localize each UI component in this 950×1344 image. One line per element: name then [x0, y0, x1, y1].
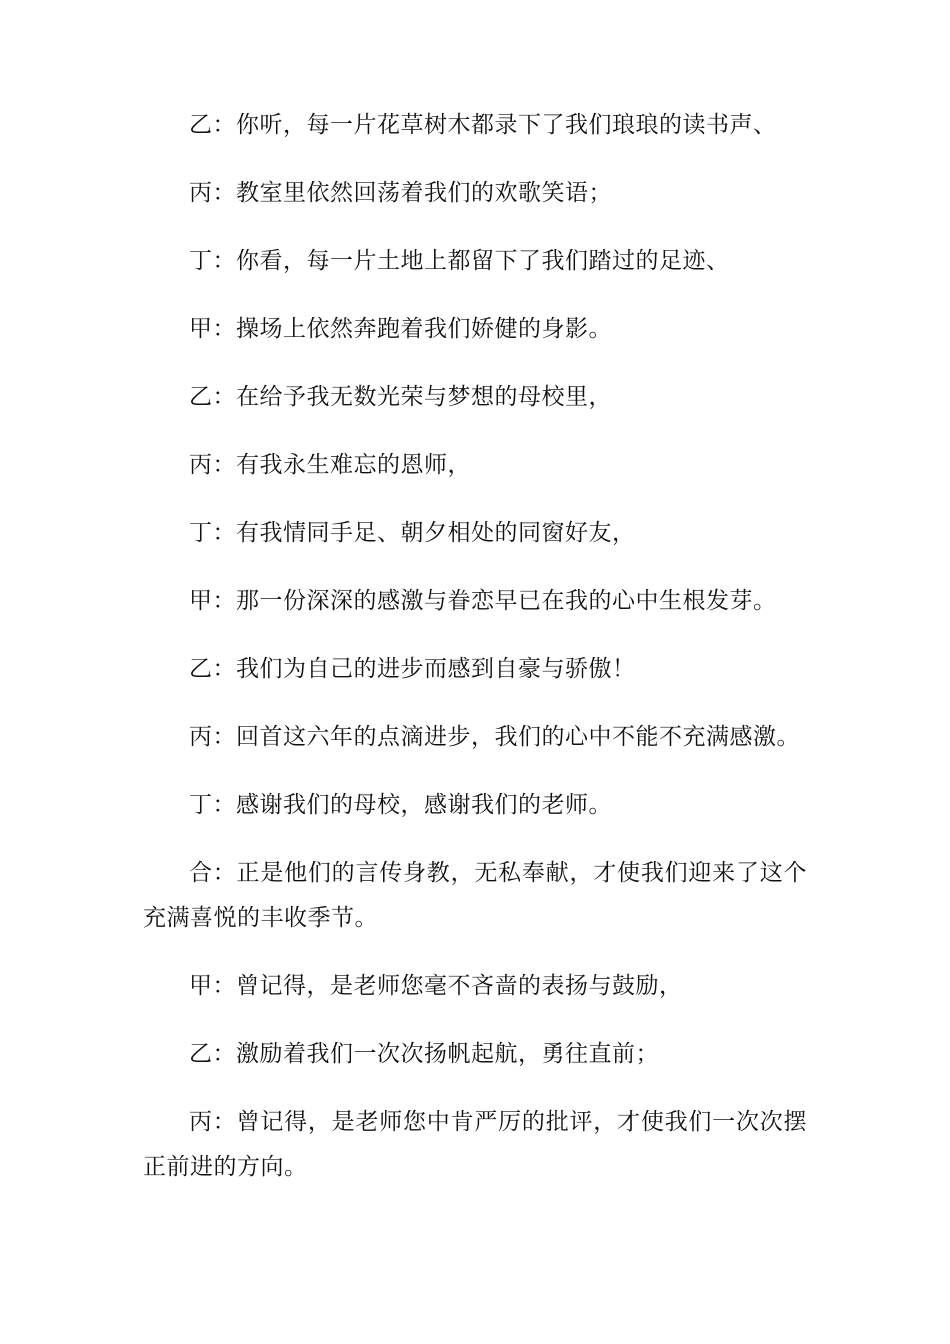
paragraph-8: 甲：那一份深深的感激与眷恋早已在我的心中生根发芽。 [189, 588, 777, 614]
paragraph-11: 丁：感谢我们的母校，感谢我们的老师。 [189, 792, 612, 818]
paragraph-14: 乙：激励着我们一次次扬帆起航，勇往直前； [189, 1041, 659, 1067]
paragraph-1: 乙：你听，每一片花草树木都录下了我们琅琅的读书声、 [189, 112, 777, 138]
paragraph-12: 合：正是他们的言传身教，无私奉献，才使我们迎来了这个充满喜悦的丰收季节。 [143, 860, 807, 931]
paragraph-2: 丙：教室里依然回荡着我们的欢歌笑语； [189, 180, 612, 206]
paragraph-3: 丁：你看，每一片土地上都留下了我们踏过的足迹、 [189, 248, 730, 274]
paragraph-6: 丙：有我永生难忘的恩师， [189, 452, 471, 478]
paragraph-5: 乙：在给予我无数光荣与梦想的母校里， [189, 384, 612, 410]
paragraph-15: 丙：曾记得，是老师您中肯严厉的批评，才使我们一次次摆正前进的方向。 [143, 1109, 807, 1180]
paragraph-9: 乙：我们为自己的进步而感到自豪与骄傲！ [189, 656, 636, 682]
paragraph-13: 甲：曾记得，是老师您毫不吝啬的表扬与鼓励， [189, 973, 683, 999]
script-text [143, 103, 807, 1213]
paragraph-10: 丙：回首这六年的点滴进步，我们的心中不能不充满感激。 [189, 724, 800, 750]
paragraph-7: 丁：有我情同手足、朝夕相处的同窗好友， [189, 520, 636, 546]
paragraph-4: 甲：操场上依然奔跑着我们娇健的身影。 [189, 316, 612, 342]
